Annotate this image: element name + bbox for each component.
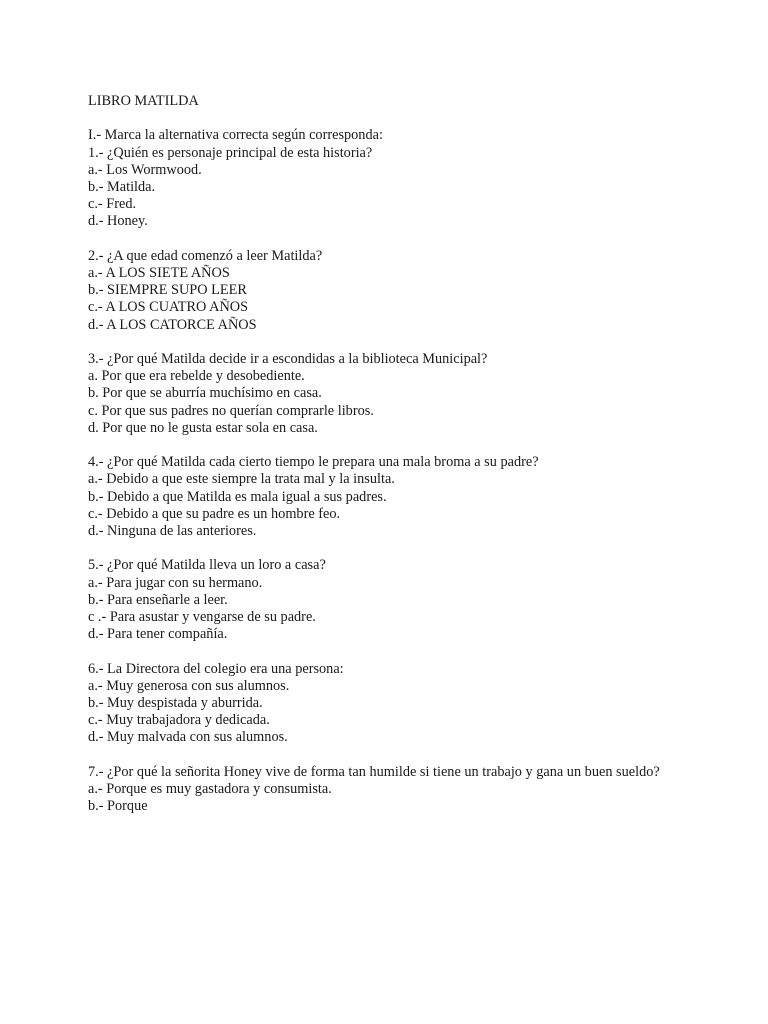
option-b: b.- Matilda. bbox=[88, 179, 156, 195]
spacer bbox=[88, 643, 678, 660]
question-1 bbox=[88, 145, 678, 231]
question-text: 7.- ¿Por qué la señorita Honey vive de forma tan humilde si tiene un trabajo y gana un buen sueldo? bbox=[88, 763, 660, 780]
option-c: c .- Para asustar y vengarse de su padre. bbox=[88, 609, 316, 626]
option-d: d.- Ninguna de las anteriores. bbox=[88, 523, 257, 540]
option-b: b.- Debido a que Matilda es mala igual a sus padres. bbox=[88, 488, 387, 505]
option-c: c.- Fred. bbox=[88, 196, 137, 213]
question-text: 1.- ¿Quién es personaje principal de esta historia? bbox=[88, 144, 373, 161]
option-a: a.- A LOS SIETE AÑOS bbox=[88, 265, 230, 281]
option-b: b.- Porque bbox=[88, 798, 148, 815]
spacer bbox=[88, 110, 678, 127]
question-text: 4.- ¿Por qué Matilda cada cierto tiempo le prepara una mala broma a su padre? bbox=[88, 454, 539, 471]
option-c: c. Por que sus padres no querían comprarle libros. bbox=[88, 402, 374, 419]
spacer bbox=[88, 437, 678, 454]
option-a: a.- Muy generosa con sus alumnos. bbox=[88, 677, 290, 694]
option-a: a.- Los Wormwood. bbox=[88, 161, 202, 178]
option-c: c.- Muy trabajadora y dedicada. bbox=[88, 712, 270, 729]
spacer bbox=[88, 231, 678, 248]
spacer bbox=[88, 334, 678, 351]
question-text: 2.- ¿A que edad comenzó a leer Matilda? bbox=[88, 247, 323, 264]
option-b: b.- Muy despistada y aburrida. bbox=[88, 695, 263, 712]
option-a: a.- Para jugar con su hermano. bbox=[88, 574, 263, 591]
option-c: c.- A LOS CUATRO AÑOS bbox=[88, 299, 249, 316]
option-b: b.- SIEMPRE SUPO LEER bbox=[88, 282, 247, 299]
option-a: a.- Porque es muy gastadora y consumista. bbox=[88, 781, 332, 798]
option-d: d.- Honey. bbox=[88, 213, 148, 230]
option-a: a. Por que era rebelde y desobediente. bbox=[88, 368, 305, 385]
question-5 bbox=[88, 557, 678, 643]
question-2 bbox=[88, 248, 678, 334]
option-d: d.- Para tener compañía. bbox=[88, 626, 228, 643]
option-a: a.- Debido a que este siempre la trata mal y la insulta. bbox=[88, 471, 395, 488]
document-body bbox=[88, 93, 678, 815]
document-title: LIBRO MATILDA bbox=[88, 93, 199, 109]
question-7 bbox=[88, 764, 678, 816]
option-c: c.- Debido a que su padre es un hombre feo. bbox=[88, 505, 341, 522]
question-4 bbox=[88, 454, 678, 540]
option-d: d. Por que no le gusta estar sola en casa. bbox=[88, 419, 318, 436]
instruction-text: I.- Marca la alternativa correcta según corresponda: bbox=[88, 127, 383, 144]
option-b: b.- Para enseñarle a leer. bbox=[88, 591, 228, 608]
question-3 bbox=[88, 351, 678, 437]
spacer bbox=[88, 747, 678, 764]
question-text: 3.- ¿Por qué Matilda decide ir a escondidas a la biblioteca Municipal? bbox=[88, 351, 488, 367]
option-d: d.- Muy malvada con sus alumnos. bbox=[88, 729, 288, 746]
question-text: 5.- ¿Por qué Matilda lleva un loro a casa? bbox=[88, 557, 326, 574]
option-d: d.- A LOS CATORCE AÑOS bbox=[88, 316, 257, 333]
question-text: 6.- La Directora del colegio era una persona: bbox=[88, 660, 344, 677]
question-6 bbox=[88, 661, 678, 747]
option-b: b. Por que se aburría muchísimo en casa. bbox=[88, 385, 322, 402]
spacer bbox=[88, 540, 678, 557]
